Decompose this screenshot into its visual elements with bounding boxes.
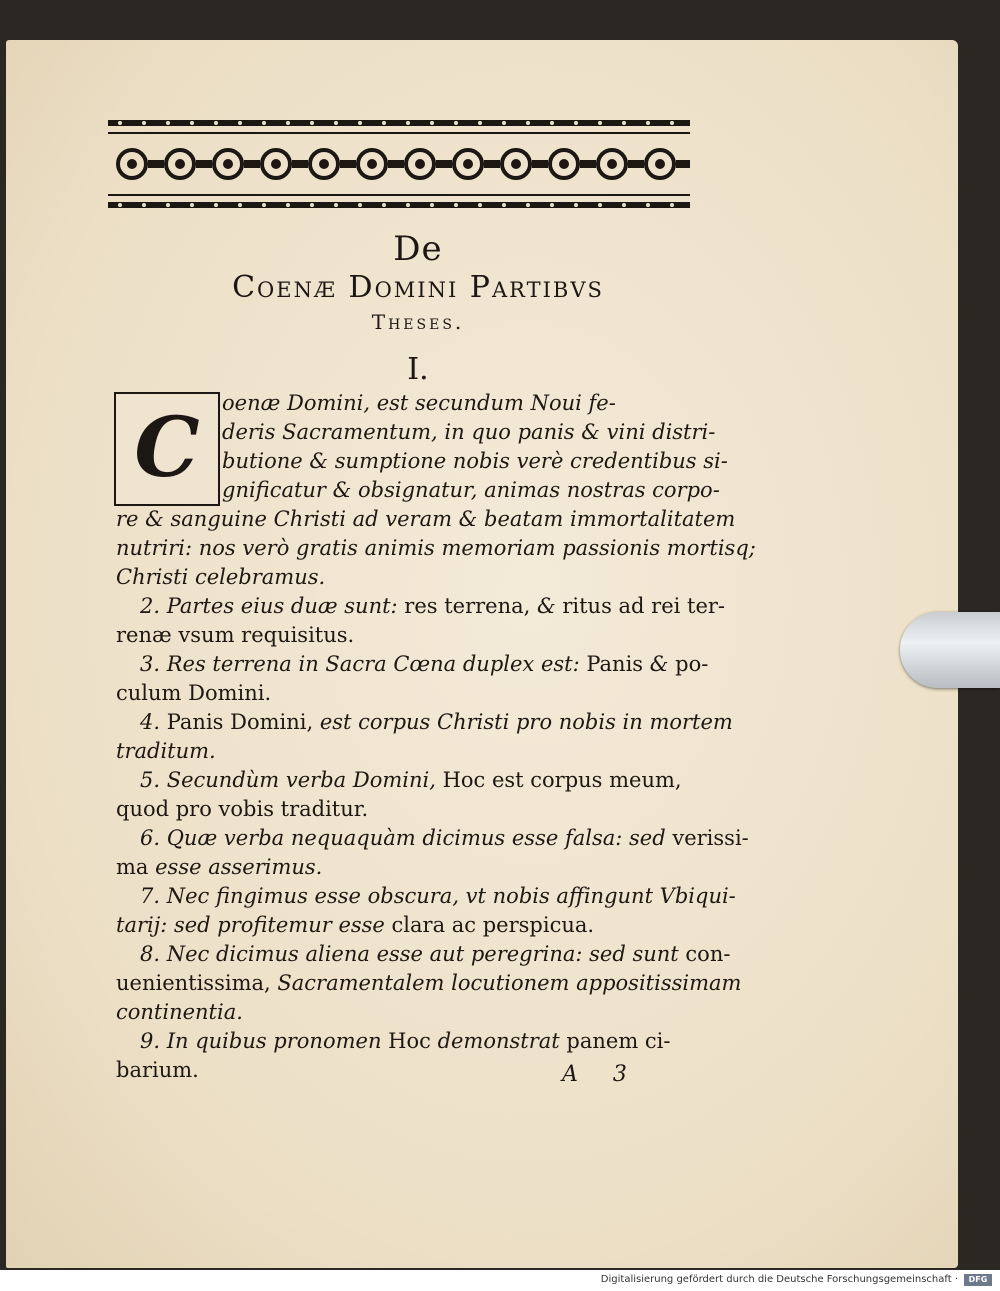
- text-line: [140, 940, 731, 969]
- text-line: [116, 563, 700, 592]
- text-segment: verissi-: [672, 826, 749, 850]
- text-line: [116, 795, 700, 824]
- text-segment: Panis Domini,: [166, 710, 320, 734]
- text-line: [140, 824, 749, 853]
- text-segment: po-: [675, 652, 709, 676]
- signature-mark: A 3: [562, 1062, 641, 1087]
- text-segment: re & sanguine Christi ad veram & beatam immortalitatem: [116, 507, 736, 531]
- text-segment: esse asserimus.: [155, 855, 323, 879]
- text-segment: 4.: [140, 710, 167, 734]
- text-line: [116, 998, 700, 1027]
- heading-de: De: [393, 229, 443, 269]
- text-segment: Sacramentalem locutionem appositissimam: [277, 971, 742, 995]
- text-segment: ritus ad rei ter-: [562, 594, 726, 618]
- text-segment: renæ vsum requisitus.: [116, 623, 355, 647]
- text-line: [116, 621, 700, 650]
- heading-title: Coenæ Domini Partibvs: [232, 270, 604, 305]
- footer-credit: Digitalisierung gefördert durch die Deutsche Forschungsgemeinschaft ·: [600, 1274, 958, 1285]
- headpiece-ornament: [108, 118, 690, 210]
- text-line: [140, 766, 700, 795]
- text-line: [222, 447, 728, 476]
- text-line: [222, 389, 700, 418]
- text-segment: barium.: [116, 1058, 199, 1082]
- text-line: [116, 679, 700, 708]
- text-segment: uenientissima,: [116, 971, 278, 995]
- footer-bar: [0, 1271, 1000, 1291]
- text-line: [116, 911, 700, 940]
- text-segment: ma: [116, 855, 156, 879]
- text-segment: 3. Res terrena in Sacra Cœna duplex est:: [140, 652, 587, 676]
- text-segment: panem ci-: [566, 1029, 671, 1053]
- text-segment: traditum.: [116, 739, 216, 763]
- text-line: [222, 476, 720, 505]
- text-segment: 5. Secundùm verba Domini,: [140, 768, 443, 792]
- text-segment: butione & sumptione nobis verè credentibus si-: [222, 449, 728, 473]
- text-segment: 8. Nec dicimus aliena esse aut peregrina: sed sunt: [140, 942, 686, 966]
- text-segment: 6. Quæ verba nequaquàm dicimus esse falsa: sed: [140, 826, 673, 850]
- text-segment: 2. Partes eius duæ sunt:: [140, 594, 405, 618]
- text-segment: continentia.: [116, 1000, 243, 1024]
- text-segment: 7. Nec fingimus esse obscura, vt nobis affingunt Vbiqui-: [140, 884, 736, 908]
- text-line: [222, 418, 716, 447]
- text-line: [116, 505, 736, 534]
- text-line: [116, 534, 756, 563]
- text-line: [140, 1027, 700, 1056]
- thesis-numeral: I.: [407, 352, 429, 387]
- text-line: [140, 882, 736, 911]
- text-segment: est corpus Christi pro nobis in mortem: [319, 710, 733, 734]
- initial-letter: C: [134, 400, 200, 496]
- text-segment: gnificatur & obsignatur, animas nostras corpo-: [222, 478, 720, 502]
- text-segment: deris Sacramentum, in quo panis & vini distri-: [222, 420, 716, 444]
- text-segment: culum Domini.: [116, 681, 272, 705]
- text-line: [116, 853, 700, 882]
- text-segment: Panis: [586, 652, 650, 676]
- text-segment: con-: [685, 942, 731, 966]
- text-segment: tarij: sed profitemur esse: [116, 913, 392, 937]
- text-segment: Hoc: [388, 1029, 438, 1053]
- text-segment: Christi celebramus.: [116, 565, 326, 589]
- text-segment: &: [536, 594, 563, 618]
- text-line: [140, 592, 726, 621]
- text-line: [140, 650, 709, 679]
- text-line: [116, 737, 700, 766]
- text-segment: quod pro vobis traditur.: [116, 797, 369, 821]
- text-segment: oenæ Domini, est secundum Noui fe-: [222, 391, 616, 415]
- text-segment: nutriri: nos verò gratis animis memoriam passionis mortisq;: [116, 536, 756, 560]
- dfg-logo: DFG: [964, 1274, 992, 1286]
- text-segment: Hoc est corpus meum,: [442, 768, 682, 792]
- text-segment: demonstrat: [437, 1029, 567, 1053]
- text-segment: res terrena,: [404, 594, 537, 618]
- text-segment: 9. In quibus pronomen: [140, 1029, 389, 1053]
- heading-theses: Theses.: [371, 310, 465, 334]
- text-line: [140, 708, 733, 737]
- text-segment: clara ac perspicua.: [391, 913, 595, 937]
- text-line: [116, 969, 742, 998]
- decorated-initial: [114, 392, 220, 506]
- text-segment: &: [649, 652, 676, 676]
- page-clip: [900, 612, 1000, 688]
